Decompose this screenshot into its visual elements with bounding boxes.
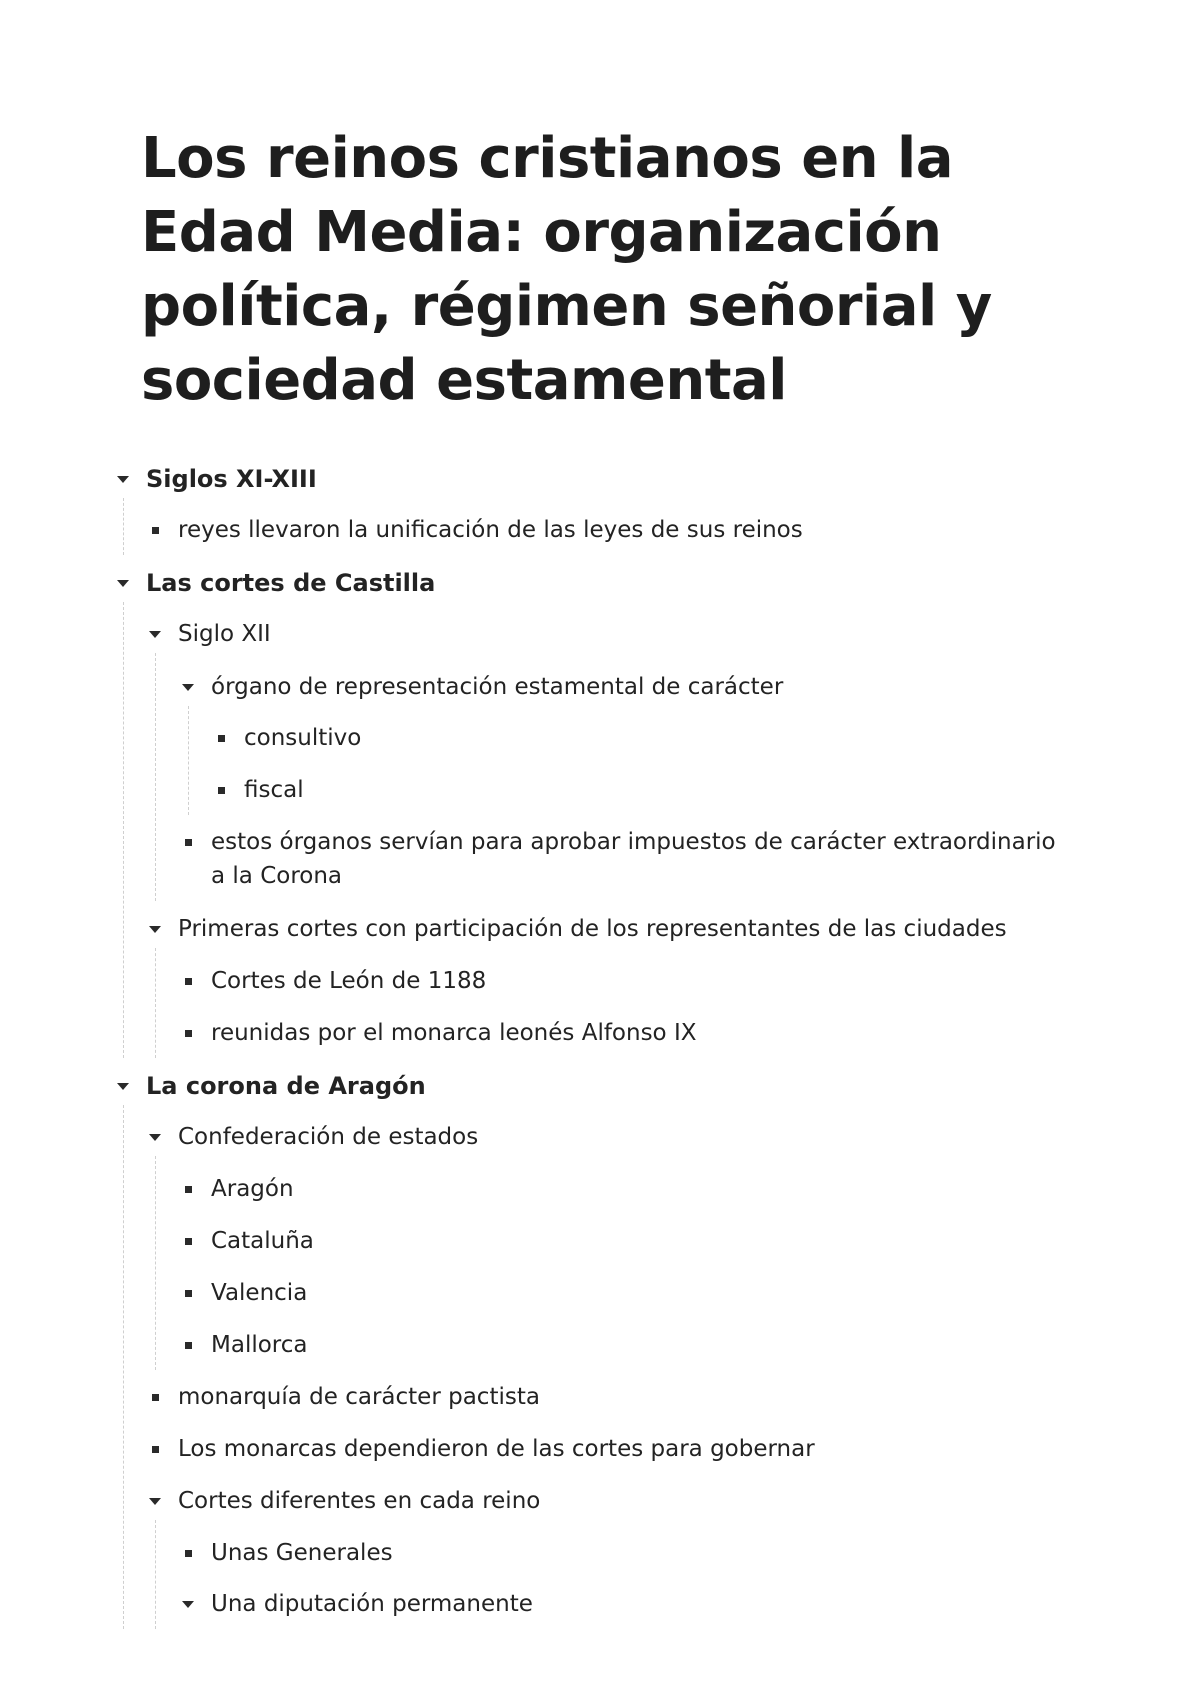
collapse-arrow-icon[interactable] <box>149 926 161 933</box>
outline-item <box>178 1484 540 1518</box>
bullet-icon <box>152 1446 159 1453</box>
outline-item <box>178 1432 815 1466</box>
outline-heading <box>146 1069 426 1103</box>
outline-item-text: monarquía de carácter pactista <box>178 1384 540 1410</box>
outline-item-text: Cortes de León de 1188 <box>211 968 487 994</box>
outline-item-text: Una diputación permanente <box>211 1591 533 1617</box>
collapse-arrow-icon[interactable] <box>182 684 194 691</box>
indent-guide <box>155 948 156 1058</box>
outline-item <box>211 1276 307 1310</box>
outline-item-text: órgano de representación estamental de carácter <box>211 674 784 700</box>
outline-item <box>178 513 803 547</box>
outline-item-text: fiscal <box>244 777 304 803</box>
bullet-icon <box>185 1030 192 1037</box>
outline-item <box>211 1328 307 1362</box>
collapse-arrow-icon[interactable] <box>117 1083 129 1090</box>
bullet-icon <box>218 735 225 742</box>
indent-guide <box>188 706 189 815</box>
indent-guide <box>155 1520 156 1629</box>
outline-item <box>211 825 1061 893</box>
outline-item-text: Aragón <box>211 1176 294 1202</box>
outline-item <box>211 1172 294 1206</box>
outline-item-text: Confederación de estados <box>178 1124 479 1150</box>
bullet-icon <box>152 527 159 534</box>
bullet-icon <box>185 1290 192 1297</box>
bullet-icon <box>185 1186 192 1193</box>
outline-item-text: Cortes diferentes en cada reino <box>178 1488 541 1514</box>
collapse-arrow-icon[interactable] <box>117 580 129 587</box>
outline-heading <box>146 462 317 496</box>
bullet-icon <box>185 839 192 846</box>
outline-item-text: La corona de Aragón <box>146 1072 426 1100</box>
outline-item-text: Siglos XI-XIII <box>146 465 317 493</box>
outline-item <box>178 617 271 651</box>
outline-item-text: reyes llevaron la unificación de las leyes de sus reinos <box>178 517 803 543</box>
outline-item-text: Cataluña <box>211 1228 314 1254</box>
outline-item-text: reunidas por el monarca leonés Alfonso IX <box>211 1020 697 1046</box>
bullet-icon <box>152 1394 159 1401</box>
outline-item-text: Valencia <box>211 1280 308 1306</box>
outline-item <box>244 721 361 755</box>
document-title: Los reinos cristianos en la Edad Media: organización política, régimen señorial y sociedad estamental <box>141 126 992 413</box>
outline-item <box>211 1224 314 1258</box>
indent-guide <box>155 653 156 901</box>
outline-item <box>178 912 1028 946</box>
outline-item <box>244 773 304 807</box>
indent-guide <box>155 1156 156 1370</box>
bullet-icon <box>185 1550 192 1557</box>
outline-item-text: Unas Generales <box>211 1540 393 1566</box>
collapse-arrow-icon[interactable] <box>117 476 129 483</box>
collapse-arrow-icon[interactable] <box>149 1134 161 1141</box>
bullet-icon <box>185 978 192 985</box>
indent-guide <box>123 602 124 1058</box>
outline-item <box>211 1536 393 1570</box>
outline-item-text: Las cortes de Castilla <box>146 569 436 597</box>
outline-item <box>211 964 486 998</box>
bullet-icon <box>185 1238 192 1245</box>
outline-item-text: Primeras cortes con participación de los representantes de las ciudades <box>178 916 1007 942</box>
outline-item <box>211 670 783 704</box>
outline-item <box>178 1120 478 1154</box>
collapse-arrow-icon[interactable] <box>149 631 161 638</box>
outline-item-text: Los monarcas dependieron de las cortes para gobernar <box>178 1436 815 1462</box>
outline-item-text: estos órganos servían para aprobar impuestos de carácter extraordinario a la Corona <box>211 829 1056 889</box>
outline-item <box>178 1380 540 1414</box>
indent-guide <box>123 498 124 555</box>
outline-heading <box>146 566 435 600</box>
collapse-arrow-icon[interactable] <box>182 1601 194 1608</box>
outline-item <box>211 1016 696 1050</box>
bullet-icon <box>185 1342 192 1349</box>
bullet-icon <box>218 787 225 794</box>
outline-item-text: consultivo <box>244 725 362 751</box>
outline-item <box>211 1587 533 1621</box>
collapse-arrow-icon[interactable] <box>149 1498 161 1505</box>
outline-item-text: Mallorca <box>211 1332 308 1358</box>
indent-guide <box>123 1105 124 1629</box>
outline-item-text: Siglo XII <box>178 621 271 647</box>
